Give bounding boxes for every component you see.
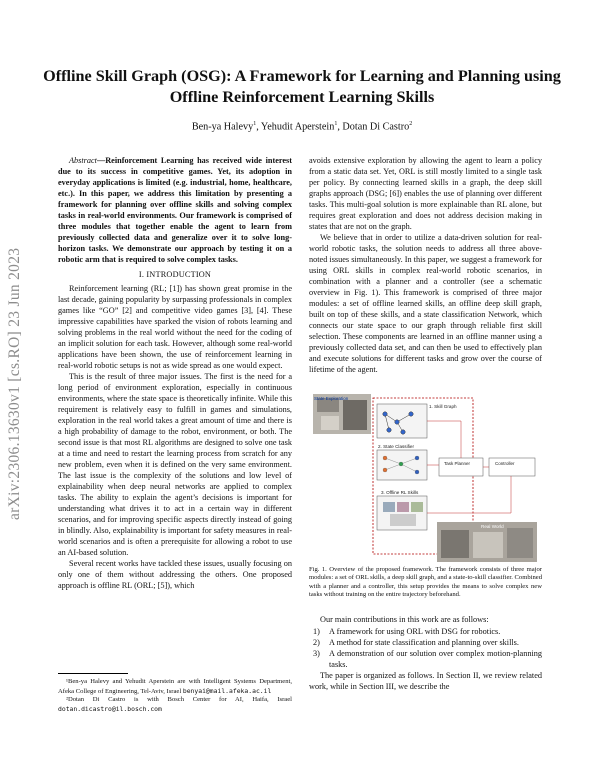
contribution-list	[309, 626, 542, 670]
author-name: Ben-ya Halevy	[191, 121, 254, 133]
figure-label: 1. Skill Graph	[429, 404, 457, 409]
email-link[interactable]: dotan.dicastro@il.bosch.com	[58, 704, 162, 713]
author-list: Ben-ya Halevy$^1$, Yehudit Aperstein$^1$, Dotan Di Castro$^2$	[191, 121, 413, 133]
body-paragraph: Several recent works have tackled these issues, usually focusing on only one of them without addressing the others. One proposed approach is offline RL (ORL; [5]), which	[58, 559, 292, 590]
author-affiliation-mark: 1	[334, 121, 338, 127]
list-item: 2) A method for state classification and planning over skills.	[313, 638, 519, 647]
body-paragraph: The paper is organized as follows. In Section II, we review related work, while in Section III, we describe the	[309, 671, 542, 691]
figure-label: Controller	[495, 461, 515, 466]
author-affiliation-mark: 1	[253, 121, 257, 127]
section-heading: I. INTRODUCTION	[138, 270, 212, 279]
author-affiliation-mark: 2	[409, 121, 413, 127]
footnote: ²Dotan Di Castro is with Bosch Center for AI, Haifa, Israel dotan.dicastro@il.bosch.com	[58, 696, 292, 713]
left-column	[58, 155, 292, 591]
footnote-rule	[58, 673, 128, 674]
abstract-label: Abstract	[69, 156, 97, 165]
body-paragraph: We believe that in order to utilize a data-driven solution for real-world robotic tasks, the solution needs to address all three above-noted issues simultaneously. In this paper, we suggest a framework for using ORL skills in complex real-world robotic scenarios, in combination with a planner and a controller (see a schematic overview in Fig. 1). This framework is comprised of three major modules: a set of offline learned skills, an offline deep skill graph, built on top of these skills, and a state classification Network, which connects our state space to our graph through reliable first skill selection. These components are learned in an offline manner using a previously collected data set, and can then be used to effectively plan and execute solutions for different tasks and grow over the course of lifetime of the agent.	[309, 233, 542, 374]
body-paragraph: This is the result of three major issues. The first is the need for a long period of environment exploration, especially in continuous environments, where the state space is theoretically infinite. While this requirement is relatively easy to fulfill in games and simulations, exploration in the real world takes a great amount of time and there is a high probability of damage to the robot, environment, or both. The second issue is that most RL algorithms are designed to solve one task at a time and need to restart the learning process from scratch for any new problem, even when it is defined on the very same environment. The last issue is the complexity of the solutions and low level of explainability when deep neural networks are applied to complex tasks. The ability to explain the agent’s decisions is important for understanding what drives it to act in a certain way in different scenarios, and for improving specific aspects directly instead of going in blindly. Also, explainability is important for safety measures in real-world scenarios and is often a prerequisite for allowing a robot to use an AI-based solution.	[58, 372, 292, 557]
figure-label: 3. Offline RL Skills	[381, 490, 419, 495]
author-name: Yehudit Aperstein	[260, 121, 335, 133]
body-paragraph: avoids extensive exploration by allowing the agent to learn a policy from a static data set. Yet, ORL is still mostly limited to a single task per policy. By connecting learned skills in a graph, the deep skill graphs approach (DSG; [6]) enables the use of planning over different tasks. This multi-goal solution is more explainable than RL alone, but requires great exploration and does not address decision making in states that are not on the graph.	[309, 156, 542, 231]
footnote: ¹Ben-ya Halevy and Yehudit Aperstein are with Intelligent Systems Department, Afeka College of Engineering, Tel-Aviv, Israel benyai@mail.afeka.ac.il	[58, 678, 292, 695]
figure-label: 2. State Classifier	[378, 444, 414, 449]
body-paragraph: Reinforcement learning (RL; [1]) has shown great promise in the last decade, gaining popularity by surpassing professionals in complex games like “GO” [2] and competitive video games [3], [4]. These impressive capabilities have sparked the vision of robots learning and solving problems in the real world without the need for the coding of an implicit solution for each task. However, although some real-world applications have been shown, the use of reinforcement learning in real-world robotic setups is not as wide spread as one would expect.	[58, 284, 292, 370]
figure-label: State Exploration	[314, 396, 349, 401]
list-item: 3) A demonstration of our solution over complex motion-planning tasks.	[313, 649, 542, 669]
figure-caption: Fig. 1. Overview of the proposed framework. The framework consists of three major modules: a set of ORL skills, a deep skill graph, and a state-to-skill classifier. Combined with a planner and a controller, this setup provides the means to solve complex new tasks without training on the entire trajectory beforehand.	[309, 566, 542, 599]
paper-title: Offline Skill Graph (OSG): A Framework for Learning and Planning using Offline Reinforcement Learning Skills	[43, 67, 561, 106]
framework-figure	[311, 392, 540, 564]
arxiv-watermark: arXiv:2306.13630v1 [cs.RO] 23 Jun 2023	[6, 247, 23, 520]
right-column	[309, 155, 542, 375]
footnotes	[58, 673, 292, 714]
body-paragraph: Our main contributions in this work are as follows:	[320, 615, 489, 624]
author-name: Dotan Di Castro	[342, 121, 410, 133]
contributions-section	[309, 614, 542, 692]
email-link[interactable]: benyai@mail.afeka.ac.il	[182, 686, 272, 695]
figure-label: Real World	[481, 524, 504, 529]
figure-label: Task Planner	[444, 461, 471, 466]
abstract-text: —Reinforcement Learning has received wide interest due to its success in competitive games. Yet, its adoption in everyday applications is limited (e.g. industrial, home, healthcare, etc.). In this paper, we address this limitation by presenting a framework for planning over offline skills and solving complex tasks in real-world environments. Our framework is comprised of three modules that together enable the agent to learn from previously collected data and generalize over it to solve long-horizon tasks. We demonstrate our approach by testing it on a robotic arm that is required to solve complex tasks.	[58, 156, 292, 264]
abstract	[58, 155, 292, 265]
list-item: 1) A framework for using ORL with DSG for robotics.	[313, 627, 501, 636]
